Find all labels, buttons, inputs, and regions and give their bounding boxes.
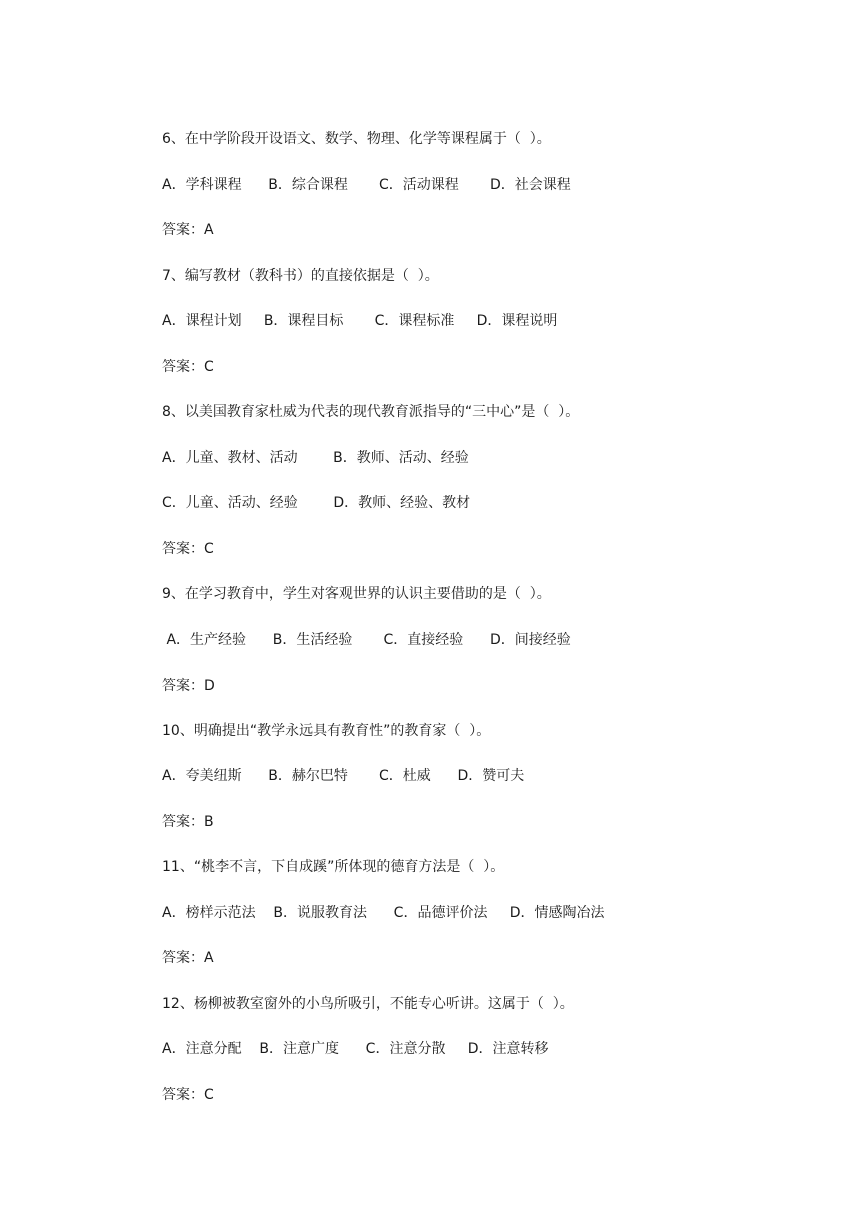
question-9-options: A．生产经验 B．生活经验 C．直接经验 D．间接经验 xyxy=(162,632,571,648)
question-11: 11、“桃李不言，下自成蹊”所体现的德育方法是（ ）。 xyxy=(162,859,505,875)
question-8-answer: 答案：C xyxy=(162,541,214,557)
question-8-options-row-1: A．儿童、教材、活动 B．教师、活动、经验 xyxy=(162,450,469,466)
question-11-options: A．榜样示范法 B．说服教育法 C．品德评价法 D．情感陶冶法 xyxy=(162,905,605,921)
question-12: 12、杨柳被教室窗外的小鸟所吸引，不能专心听讲。这属于（ ）。 xyxy=(162,996,574,1012)
question-6-answer: 答案：A xyxy=(162,222,214,238)
question-6-options: A．学科课程 B．综合课程 C．活动课程 D．社会课程 xyxy=(162,177,571,193)
question-7: 7、编写教材（教科书）的直接依据是（ ）。 xyxy=(162,268,439,284)
question-12-options: A．注意分配 B．注意广度 C．注意分散 D．注意转移 xyxy=(162,1041,549,1057)
question-10-options: A．夸美纽斯 B．赫尔巴特 C．杜威 D．赞可夫 xyxy=(162,768,525,784)
question-10-answer: 答案：B xyxy=(162,814,214,830)
question-9: 9、在学习教育中，学生对客观世界的认识主要借助的是（ ）。 xyxy=(162,586,551,602)
question-10: 10、明确提出“教学永远具有教育性”的教育家（ ）。 xyxy=(162,723,491,739)
question-6: 6、在中学阶段开设语文、数学、物理、化学等课程属于（ ）。 xyxy=(162,131,551,147)
question-9-answer: 答案：D xyxy=(162,678,215,694)
question-7-options: A．课程计划 B．课程目标 C．课程标准 D．课程说明 xyxy=(162,313,558,329)
question-8: 8、以美国教育家杜威为代表的现代教育派指导的“三中心”是（ ）。 xyxy=(162,404,580,420)
question-7-answer: 答案：C xyxy=(162,359,214,375)
question-11-answer: 答案：A xyxy=(162,950,214,966)
question-8-options-row-2: C．儿童、活动、经验 D．教师、经验、教材 xyxy=(162,495,471,511)
question-12-answer: 答案：C xyxy=(162,1087,214,1103)
